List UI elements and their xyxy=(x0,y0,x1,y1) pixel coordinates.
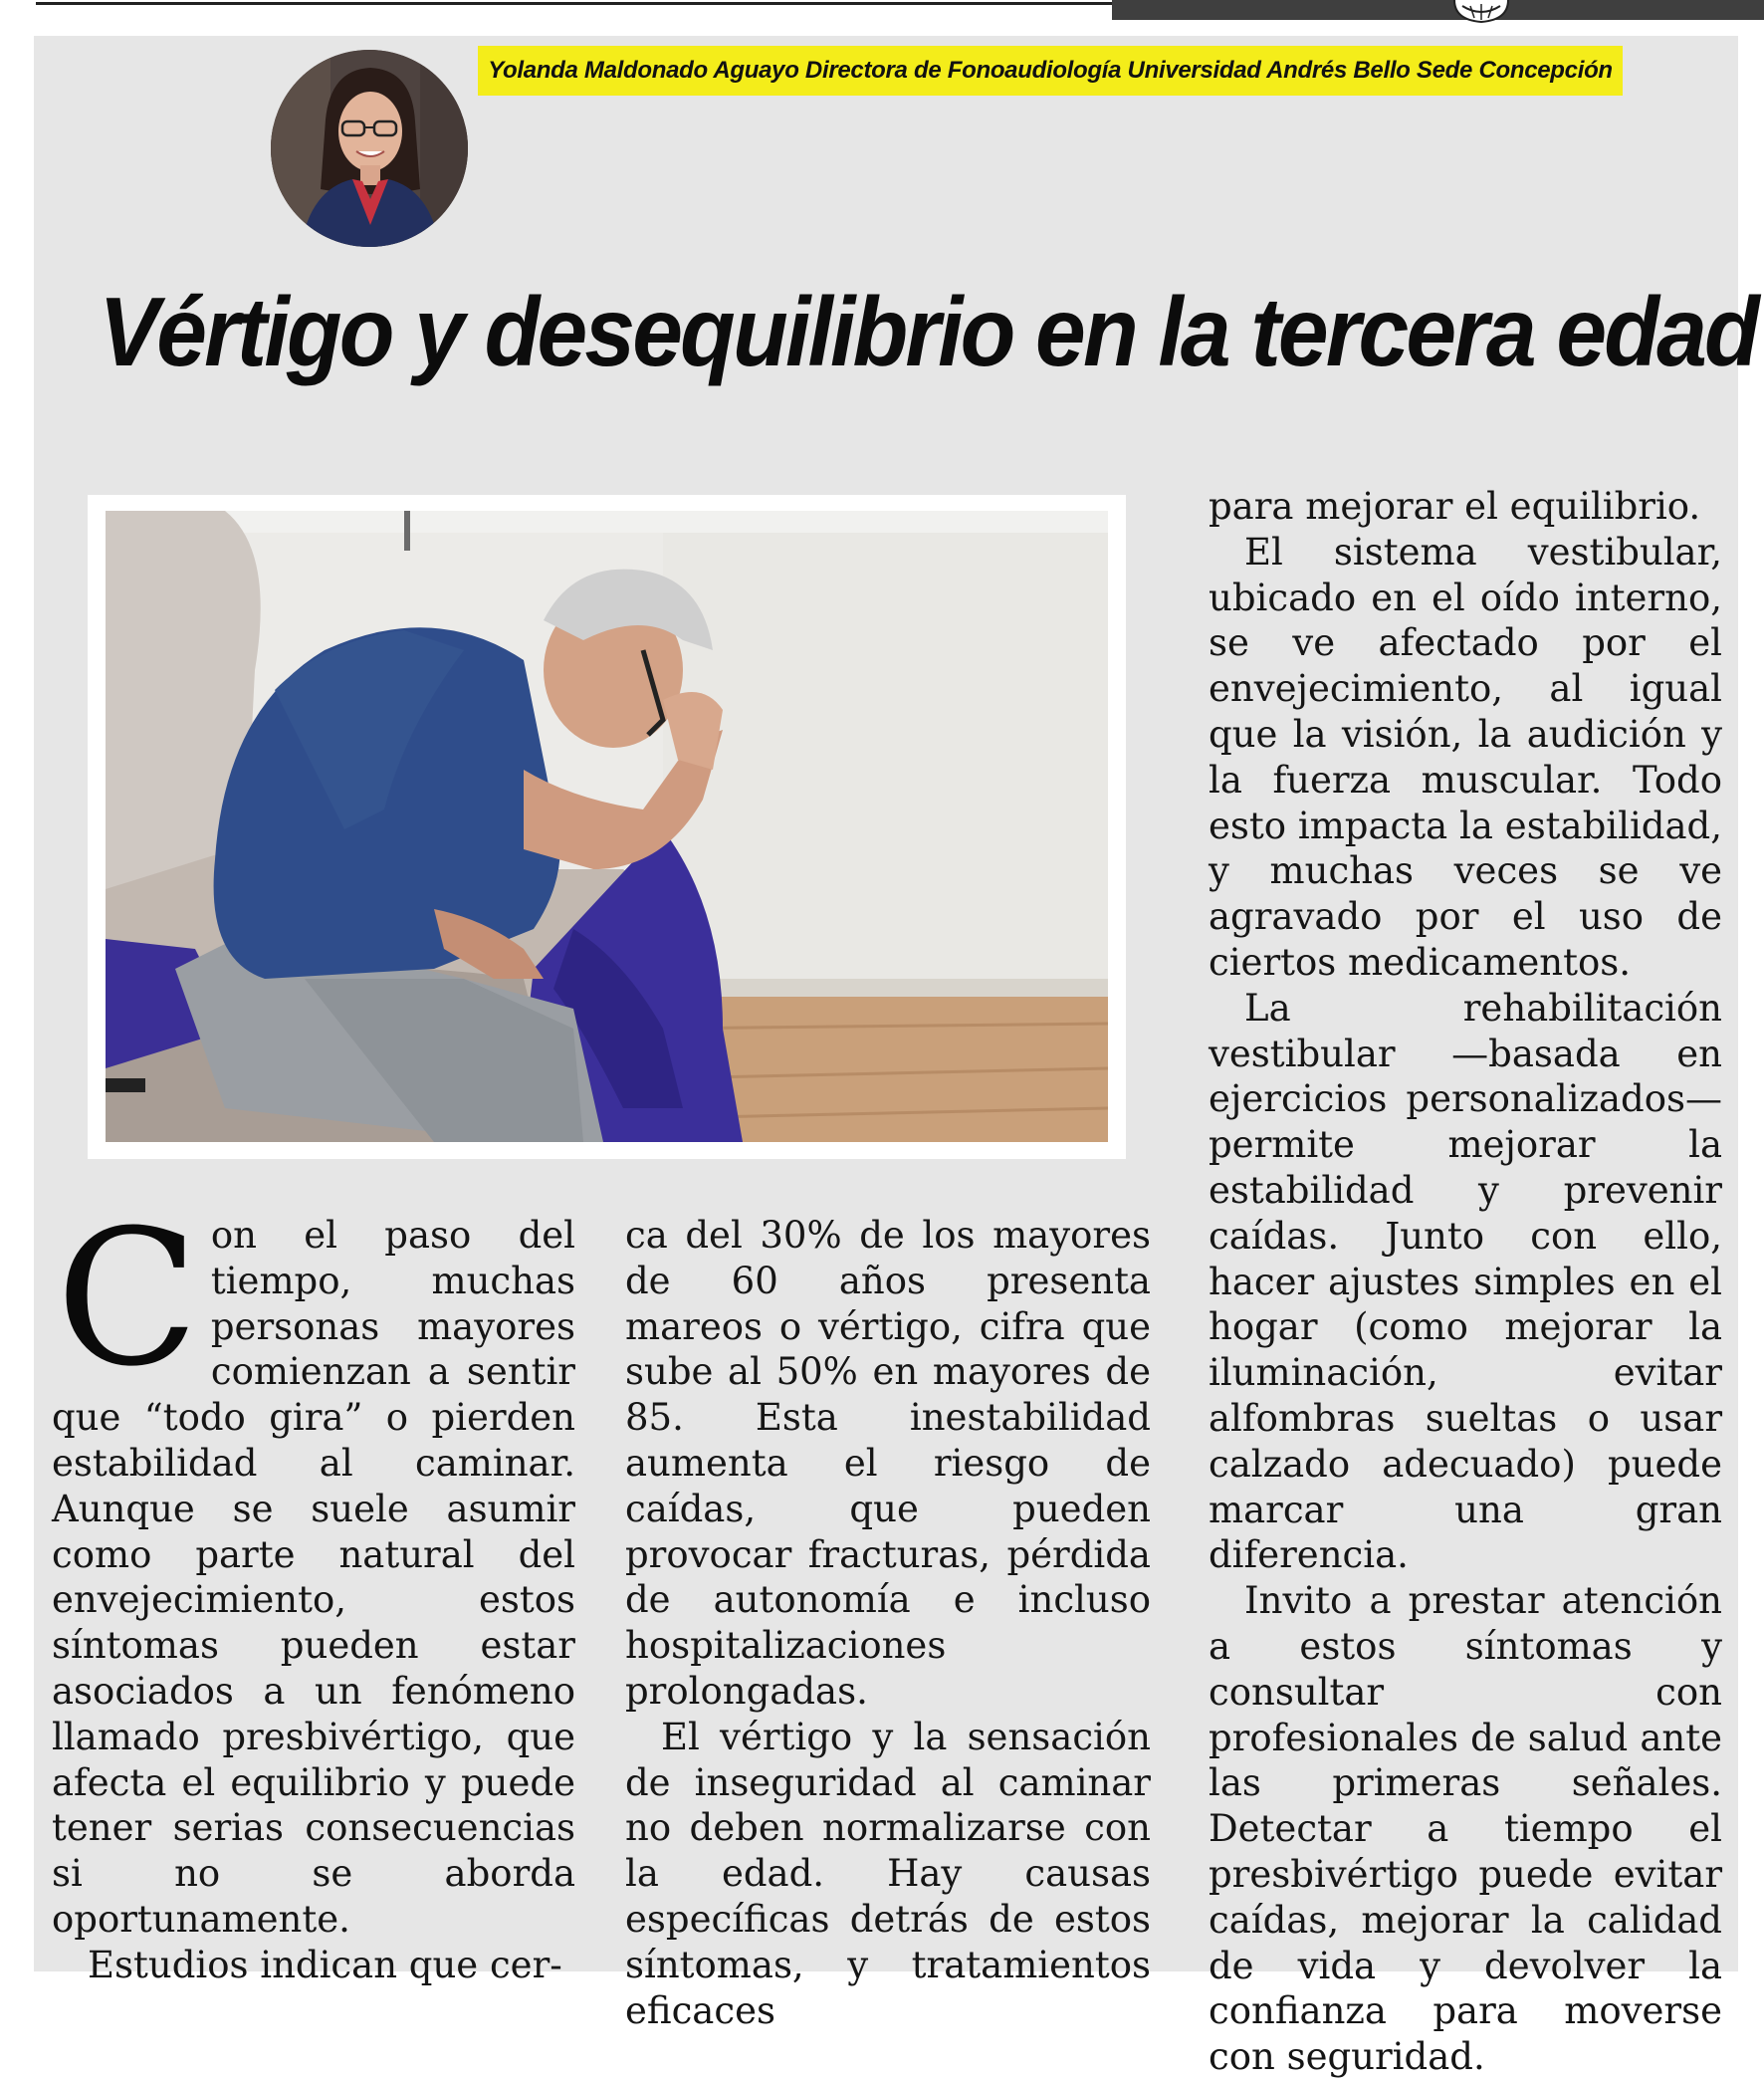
article-column-2 xyxy=(625,1213,1151,2033)
headline: Vértigo y desequilibrio en la tercera edad xyxy=(99,277,1757,386)
author-avatar xyxy=(271,50,468,247)
author-byline xyxy=(478,46,1623,96)
byline-text: Yolanda Maldonado Aguayo Directora de Fonoaudiología Universidad Andrés Bello Sede Concepción xyxy=(488,57,1613,84)
paragraph-1: on el paso del tiempo, muchas personas mayores comienzan a sentir que “todo gira” o pierden estabilidad al caminar. Aunque se suele asumir como parte natural del envejecimiento, estos síntomas pueden estar asociados a un fenómeno llamado presbivértigo, que afecta el equilibrio y puede tener serias consecuencias si no se aborda oportunamente. xyxy=(52,1214,575,1941)
top-rule xyxy=(36,2,1113,5)
paragraph-2-cont: ca del 30% de los mayores de 60 años presenta mareos o vértigo, cifra que sube al 50% en mayores de 85. Esta inestabilidad aumenta el riesgo de caídas, que pueden provocar fracturas, pérdida de autonomía e incluso hospitalizaciones prolongadas. xyxy=(625,1214,1151,1713)
paragraph-2-start: Estudios indican que cer- xyxy=(88,1943,562,1986)
header-bar xyxy=(1112,0,1764,20)
paragraph-5: La rehabilitación vestibular —basada en ejercicios personalizados— permite mejorar la estabilidad y prevenir caídas. Junto con ello, hacer ajustes simples en el hogar (como mejorar la iluminación, evitar alfombras sueltas o usar calzado adecuado) puede marcar una gran diferencia. xyxy=(1209,986,1722,1577)
article-column-1 xyxy=(52,1190,575,1988)
emblem-icon xyxy=(1448,0,1514,24)
paragraph-3: El vértigo y la sensación de inseguridad al caminar no deben normalizarse con la edad. Hay causas específicas detrás de estos síntomas, y tratamientos eficaces xyxy=(625,1715,1151,2032)
paragraph-3-cont: para mejorar el equilibrio. xyxy=(1209,485,1701,528)
paragraph-4: El sistema vestibular, ubicado en el oído interno, se ve afectado por el envejecimiento, al igual que la visión, la audición y la fuerza muscular. Todo esto impacta la estabilidad, y muchas veces se ve agravado por el uso de ciertos medicamentos. xyxy=(1209,530,1722,984)
drop-cap: C xyxy=(56,1190,199,1408)
article-column-3 xyxy=(1209,484,1722,2080)
paragraph-6: Invito a prestar atención a estos síntomas y consultar con profesionales de salud ante las primeras señales. Detectar a tiempo el presbivértigo puede evitar caídas, mejorar la calidad de vida y devolver la confianza para moverse con seguridad. xyxy=(1209,1579,1722,2079)
article-photo xyxy=(106,511,1108,1142)
